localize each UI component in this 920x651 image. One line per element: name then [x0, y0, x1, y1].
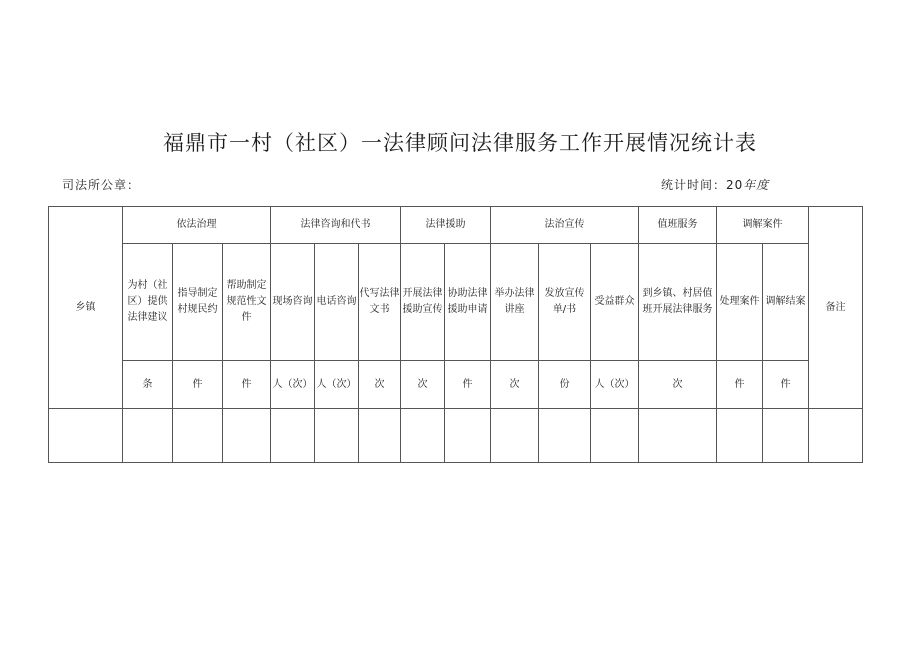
- data-cell: [123, 409, 173, 463]
- column-header: 处理案件: [717, 244, 763, 361]
- unit-cell: 次: [491, 361, 539, 409]
- column-header: 帮助制定规范性文件: [223, 244, 271, 361]
- data-cell: [717, 409, 763, 463]
- column-header: 调解结案: [763, 244, 809, 361]
- data-cell: [763, 409, 809, 463]
- data-cell: [539, 409, 591, 463]
- data-cell: [445, 409, 491, 463]
- column-header: 举办法律讲座: [491, 244, 539, 361]
- data-cell: [591, 409, 639, 463]
- column-header: 为村（社区）提供法律建议: [123, 244, 173, 361]
- group-governance: 依法治理: [123, 207, 271, 244]
- unit-cell: 件: [223, 361, 271, 409]
- group-mediation: 调解案件: [717, 207, 809, 244]
- stat-time-label: 统计时间：: [661, 178, 727, 192]
- data-cell: [809, 409, 863, 463]
- column-header: 受益群众: [591, 244, 639, 361]
- unit-cell: 次: [639, 361, 717, 409]
- unit-cell: 次: [401, 361, 445, 409]
- unit-cell: 件: [173, 361, 223, 409]
- column-header: 现场咨询: [271, 244, 315, 361]
- column-header: 代写法律文书: [359, 244, 401, 361]
- group-legal-aid: 法律援助: [401, 207, 491, 244]
- column-header: 开展法律援助宣传: [401, 244, 445, 361]
- column-header: 发放宣传单/书: [539, 244, 591, 361]
- data-cell: [271, 409, 315, 463]
- stat-time-year: 20: [726, 178, 744, 192]
- unit-cell: 人（次）: [271, 361, 315, 409]
- unit-cell: 人（次）: [591, 361, 639, 409]
- data-cell: [491, 409, 539, 463]
- unit-cell: 人（次）: [315, 361, 359, 409]
- unit-cell: 件: [763, 361, 809, 409]
- column-header: 电话咨询: [315, 244, 359, 361]
- remarks-header: 备注: [809, 207, 863, 409]
- data-cell: [315, 409, 359, 463]
- unit-cell: 份: [539, 361, 591, 409]
- group-publicity: 法治宣传: [491, 207, 639, 244]
- stat-time-unit: 年度: [743, 178, 770, 192]
- data-cell: [359, 409, 401, 463]
- group-consultation: 法律咨询和代书: [271, 207, 401, 244]
- unit-cell: 件: [445, 361, 491, 409]
- table-row: [49, 409, 863, 463]
- column-header: 到乡镇、村居值班开展法律服务: [639, 244, 717, 361]
- seal-label: 司法所公章：: [62, 178, 141, 192]
- column-header: 指导制定村规民约: [173, 244, 223, 361]
- data-cell: [223, 409, 271, 463]
- data-cell: [49, 409, 123, 463]
- town-header: 乡镇: [49, 207, 123, 409]
- stat-time: [661, 176, 769, 193]
- unit-cell: 条: [123, 361, 173, 409]
- column-header: 协助法律援助申请: [445, 244, 491, 361]
- data-cell: [639, 409, 717, 463]
- data-cell: [173, 409, 223, 463]
- unit-cell: 次: [359, 361, 401, 409]
- statistics-table: [48, 206, 863, 463]
- group-duty-service: 值班服务: [639, 207, 717, 244]
- data-cell: [401, 409, 445, 463]
- unit-cell: 件: [717, 361, 763, 409]
- page-title: 福鼎市一村（社区）一法律顾问法律服务工作开展情况统计表: [163, 131, 757, 155]
